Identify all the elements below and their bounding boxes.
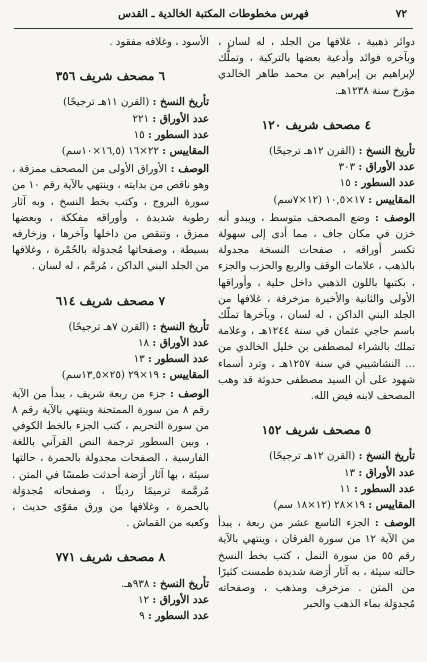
right-column bbox=[218, 34, 415, 613]
catalog-entry bbox=[218, 422, 415, 612]
field-value: ١٢ bbox=[138, 593, 150, 606]
field-value: (القرن ٧هـ ترجيحًا) bbox=[68, 320, 150, 333]
field-label: تأريخ النسخ : bbox=[152, 577, 209, 590]
catalog-entry bbox=[218, 117, 415, 404]
field-label: عدد السطور : bbox=[353, 177, 415, 190]
lines-field bbox=[12, 127, 209, 143]
field-label: المقاييس : bbox=[162, 145, 209, 158]
field-value: ٣٠٣ bbox=[338, 161, 356, 174]
field-value: وضع المصحف متوسط ، ويبدو أنه خزن في مكان جاف ، مما أدى إلى سهولة تكسر أوراقه ، صفحات النسخة مجدولة بالذهب ، علامات الوقف والربع والحزب والجزء ، بكتبها باللون الذهبي داخل حلية ، وأوراقها الأولى والثانية والأخيرة مزخرفة ، غلافها من الجلد البني الداكن ، له لسان ، وبآخرها تملّك باسم حاجي عثمان في سنة ١٢٤٤هـ ، وعلامة تملك بالشراء لمصطفى بن خليل الخالدي من ... النشاشيبي في سنة ١٢٥٧هـ ، وترد أسماء شهود على أن السيد مصطفى حدوثة قد وهب المصحف لابنه فيض الله. bbox=[218, 211, 415, 403]
entry-title: ٥ مصحف شريف ١٥٢ bbox=[261, 423, 372, 438]
field-label: عدد السطور : bbox=[147, 610, 209, 623]
field-value: (القرن ١١هـ ترجيحًا) bbox=[62, 96, 150, 109]
field-label: عدد السطور : bbox=[147, 353, 209, 366]
header-rule bbox=[14, 28, 413, 29]
page-number: ٧٢ bbox=[395, 8, 407, 20]
field-value: ١٩×٢٨ (١٢×١٨ سم) bbox=[273, 499, 365, 512]
field-value: ١٣ bbox=[133, 353, 145, 366]
field-value: ٢٢×١٦ (١٦,٥×١٠سم) bbox=[61, 145, 159, 158]
lines-field bbox=[12, 608, 209, 624]
field-value: ١٧×١٠,٥ (١٢×٧سم) bbox=[273, 193, 365, 206]
field-label: تأريخ النسخ : bbox=[358, 145, 415, 158]
size-field bbox=[218, 192, 415, 208]
description-field bbox=[218, 515, 415, 612]
field-value: ١٩×٢٩ (٢٥×١٣,٥سم) bbox=[61, 369, 159, 382]
size-field bbox=[218, 497, 415, 513]
description-field bbox=[12, 161, 209, 274]
entry-title: ٨ مصحف شريف ٧٧١ bbox=[55, 550, 166, 565]
field-value: الجزء التاسع عشر من ربعة ، يبدأ من الآية ١٢ من سورة الفرقان ، وينتهي بالآية رقم ٥٥ من سورة النمل ، كتب بخط النسخ حالته سيئة ، به آثار أرَضة شديدة طمست كثيرًا من المتن . مزخرف ومذهب ، وصفحاته مُجدوَلة بماء الذهب والحبر bbox=[218, 517, 415, 611]
running-title: فهرس مخطوطات المكتبة الخالدية ـ القدس bbox=[118, 8, 309, 20]
continuation-text: دوائر ذهبية ، غلافها من الجلد ، له لسان ، وبآخره فوائد وأدعية بعضها بالتركية ، وتملُّك لإبراهيم بن إبراهيم بن محمد طاهر الخالدي مؤرخ سنة ١٢٣٨هـ. bbox=[218, 36, 415, 97]
entry-title: ٧ مصحف شريف ٦١٤ bbox=[55, 293, 166, 308]
catalog-entry bbox=[12, 293, 209, 532]
entry-title: ٤ مصحف شريف ١٢٠ bbox=[261, 117, 372, 132]
field-value: ١٣ bbox=[344, 466, 356, 479]
field-value: ٢٢١ bbox=[132, 112, 150, 125]
field-label: عدد السطور : bbox=[147, 128, 209, 141]
field-label: تأريخ النسخ : bbox=[152, 320, 209, 333]
field-label: الوصف : bbox=[169, 387, 210, 400]
description-field bbox=[218, 210, 415, 404]
field-value: (القرن ١٢هـ ترجيحًا) bbox=[268, 145, 356, 158]
field-value: ٩ bbox=[139, 610, 145, 623]
field-label: عدد الأوراق : bbox=[152, 112, 209, 125]
copy-date-field bbox=[12, 94, 209, 110]
field-label: عدد الأوراق : bbox=[358, 161, 415, 174]
catalog-entry bbox=[12, 68, 209, 274]
copy-date-field bbox=[218, 143, 415, 159]
field-value: ١٥ bbox=[133, 128, 145, 141]
page-header bbox=[14, 8, 413, 24]
left-column bbox=[12, 34, 209, 624]
continuation-text: الأسود ، وغلافه مفقود . bbox=[109, 36, 209, 48]
copy-date-field bbox=[12, 319, 209, 335]
field-label: تأريخ النسخ : bbox=[152, 96, 209, 109]
field-value: (القرن ١٢هـ ترجيحًا) bbox=[268, 450, 356, 463]
leaves-field bbox=[12, 111, 209, 127]
entry-title: ٦ مصحف شريف ٣٥٦ bbox=[55, 69, 166, 84]
lines-field bbox=[218, 175, 415, 191]
field-label: المقاييس : bbox=[368, 499, 415, 512]
field-value: ٩٣٨هـ. bbox=[120, 577, 150, 590]
copy-date-field bbox=[218, 448, 415, 464]
field-label: المقاييس : bbox=[162, 369, 209, 382]
field-label: الوصف : bbox=[170, 163, 210, 176]
field-value: ١٨ bbox=[138, 337, 150, 350]
field-label: عدد الأوراق : bbox=[358, 466, 415, 479]
size-field bbox=[12, 367, 209, 383]
field-label: الوصف : bbox=[374, 211, 416, 224]
leaves-field bbox=[218, 159, 415, 175]
lines-field bbox=[12, 351, 209, 367]
lines-field bbox=[218, 481, 415, 497]
field-label: عدد السطور : bbox=[353, 482, 415, 495]
leaves-field bbox=[12, 335, 209, 351]
field-value: ١١ bbox=[339, 482, 351, 495]
description-field bbox=[12, 386, 209, 532]
field-value: الأوراق الأولى من المصحف ممزقة ، وهو ناقص من بدايته ، وينتهي بالآية رقم ١٠ من سورة البروج ، وكتب بخط النسخ ، وبه آثار رطوبة شديدة ، وأوراقه مفككة ، وبعضها ممزق ، وتنقص من داخلها وآخرها ، وزخارفه بسيطة ، وصفحاتها مُجدوَلة بالحُمْرة ، وغلافها من الجلد البني الداكن ، مُرمَّم ، له لسان . bbox=[12, 163, 209, 273]
field-label: تأريخ النسخ : bbox=[358, 450, 415, 463]
size-field bbox=[12, 143, 209, 159]
field-label: عدد الأوراق : bbox=[152, 337, 209, 350]
field-value: جزء من ربعة شريف ، يبدأ من الآية رقم ٨ من سورة الممتحنة وينتهي بالآية رقم ٨ من سورة التحريم ، كتب الجزء بالخط الكوفي ، وبين السطور ترجمة النص القرآني باللغة الفارسية ، الصفحات مجدولة بالحمرة ، حالتها سيئة ، بها آثار أرَضة أحدثت طمسًا في المتن . مُرمَّمة ترميمًا رديئًا ، وصفحاته مُجدوَلة بالحمرة ، وغلافها من ورق مقوّى حديث ، وكعبه من القماش . bbox=[12, 387, 209, 530]
leaves-field bbox=[12, 592, 209, 608]
field-label: الوصف : bbox=[374, 517, 415, 530]
field-label: عدد الأوراق : bbox=[152, 593, 209, 606]
leaves-field bbox=[218, 465, 415, 481]
field-label: المقاييس : bbox=[368, 193, 415, 206]
copy-date-field bbox=[12, 576, 209, 592]
catalog-entry bbox=[12, 549, 209, 624]
field-value: ١٥ bbox=[339, 177, 351, 190]
